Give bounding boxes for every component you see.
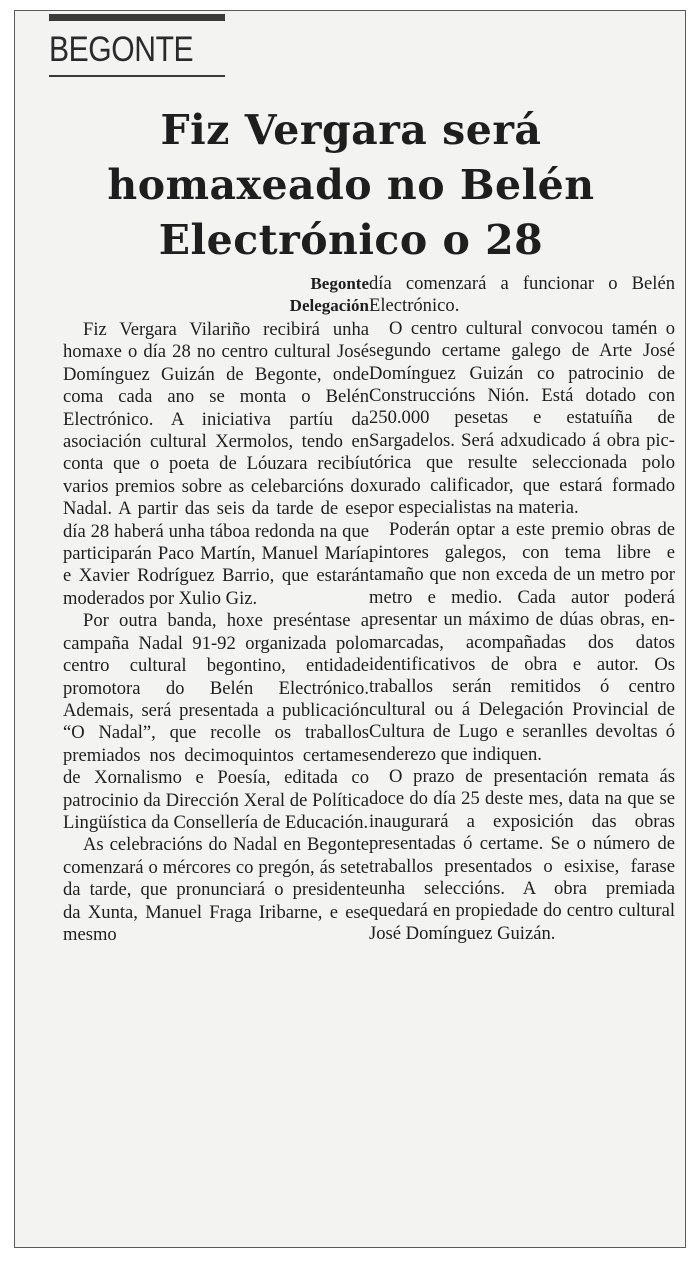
- paragraph: As celebracións do Nadal en Begonte comenzará o mércores co pregón, ás sete da tarde, que pronunciará o presidente da Xunta, Manuel Fraga Iribarne, e ese mesmo: [63, 834, 369, 945]
- paragraph: Fiz Vergara Vilariño recibirá unha homaxe o día 28 no centro cultural José Domínguez Guizán de Begonte, onde coma cada ano se monta o Belén Electrónico. A iniciativa partíu da asociación cultural Xermolos, tendo en conta que o poeta de Lóuzara recibíu varios premios sobre as celebarcións do Nadal. A partir das seis da tarde de ese día 28 haberá unha táboa redonda na que participarán Paco Martín, Manuel María e Xavier Rodríguez Barrio, que estarán moderados por Xulio Giz.: [63, 319, 369, 609]
- newspaper-clipping: [14, 10, 686, 1248]
- section-underline: [49, 75, 225, 77]
- section-label: BEGONTE: [49, 30, 194, 69]
- paragraph: O prazo de presentación remata ás doce do día 25 deste mes, data na que se inaugurará a exposición das obras presentadas ó certame. Se o número de traballos presentados o esixise, farase unha seleccións. A obra premiada quedará en propiedade do centro cultural José Domínguez Guizán.: [369, 765, 675, 944]
- byline-place: Begonte: [310, 274, 369, 293]
- paragraph: O centro cultural convocou tamén o segundo certame galego de Arte José Domínguez Guizán co patrocinio de Construccións Nión. Está dotado con 250.000 pesetas e estatuíña de Sargadelos. Será adxudicado á obra pictórica que resulte seleccionada polo xurado calificador, que estará formado por especialistas na materia.: [369, 317, 675, 519]
- byline-desk: Delegación: [289, 296, 369, 315]
- byline: [63, 273, 369, 317]
- paragraph: Por outra banda, hoxe preséntase a campaña Nadal 91-92 organizada polo centro cultural begontino, entidade promotora do Belén Electrónico. Ademais, será presentada a publicación “O Nadal”, que recolle os traballos premiados nos decimoquintos certames de Xornalismo e Poesía, editada co patrocinio da Dirección Xeral de Política Lingüística da Consellería de Educación.: [63, 610, 369, 833]
- article-column-left: [63, 273, 369, 946]
- paragraph-continuation: día comenzará a funcionar o Belén Electrónico.: [369, 273, 675, 317]
- section-top-bar: [49, 14, 225, 21]
- paragraph: Poderán optar a este premio obras de pintores galegos, con tema libre e tamaño que non exceda de un metro por metro e medio. Cada autor poderá presentar un máximo de dúas obras, enmarcadas, acompañadas dos datos identificativos de obra e autor. Os traballos serán remitidos ó centro cultural ou á Delegación Provincial de Cultura de Lugo e seranlles devoltas ó enderezo que indiquen.: [369, 519, 675, 765]
- article-column-right: [369, 273, 675, 945]
- headline: Fiz Vergara será homaxeado no Belén Electrónico o 28: [107, 106, 595, 264]
